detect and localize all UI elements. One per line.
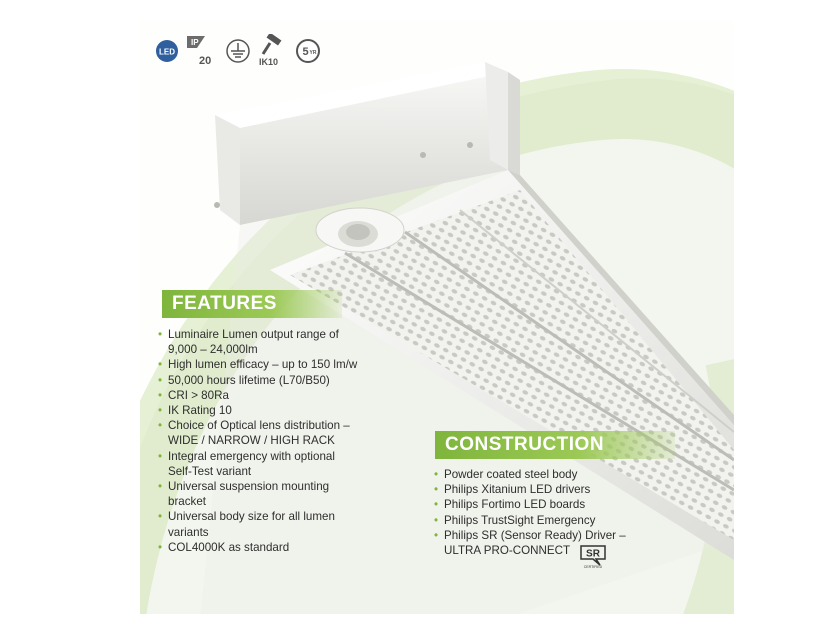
feature-item	[158, 509, 403, 539]
construction-text: Powder coated steel body	[444, 468, 578, 481]
feature-text: IK Rating 10	[168, 404, 232, 418]
led-icon-text: LED	[159, 47, 175, 56]
earth-ground-icon	[225, 38, 251, 69]
construction-text: Philips Xitanium LED drivers	[444, 483, 591, 497]
feature-text: Universal body size for all lumen	[168, 510, 335, 524]
feature-item	[158, 357, 403, 372]
construction-item	[434, 513, 684, 528]
feature-item	[158, 327, 403, 357]
product-sheet	[140, 20, 734, 614]
ip-label: IP	[191, 37, 199, 47]
feature-text-cont: bracket	[168, 495, 207, 509]
construction-item	[434, 467, 684, 482]
feature-item	[158, 418, 403, 448]
feature-text-cont: WIDE / NARROW / HIGH RACK	[168, 434, 335, 448]
feature-item	[158, 403, 403, 418]
warranty-years: 5	[302, 45, 309, 58]
construction-text: Philips SR (Sensor Ready) Driver –	[444, 528, 626, 542]
feature-item	[158, 479, 403, 509]
ik-value: IK10	[259, 56, 279, 67]
feature-text: 50,000 hours lifetime (L70/B50)	[168, 373, 330, 387]
feature-text: COL4000K as standard	[168, 540, 290, 554]
construction-item	[434, 497, 684, 512]
warranty-icon	[295, 38, 321, 69]
feature-text-cont: Self-Test variant	[168, 464, 252, 478]
feature-text: Choice of Optical lens distribution –	[168, 419, 350, 433]
construction-item	[434, 482, 684, 497]
sr-caption: CERTIFIED	[583, 565, 603, 569]
certification-icons	[155, 33, 321, 73]
feature-text-cont: 9,000 – 24,000lm	[168, 343, 258, 357]
sr-certified-logo	[578, 543, 608, 574]
feature-text: Integral emergency with optional	[168, 449, 335, 463]
features-list	[158, 327, 403, 555]
feature-item	[158, 540, 403, 555]
construction-text: Philips Fortimo LED boards	[444, 498, 586, 512]
warranty-unit: YR	[309, 49, 317, 56]
feature-item	[158, 388, 403, 403]
ip-rating-icon	[185, 34, 219, 73]
feature-text: Luminaire Lumen output range of	[168, 328, 339, 341]
ip-value: 20	[199, 54, 212, 67]
sr-mark: SR	[586, 548, 600, 560]
feature-item	[158, 373, 403, 388]
feature-item	[158, 449, 403, 479]
feature-text: CRI > 80Ra	[168, 388, 229, 402]
feature-text-cont: variants	[168, 525, 209, 539]
features-heading: FEATURES	[162, 290, 342, 318]
construction-heading: CONSTRUCTION	[435, 431, 675, 459]
led-icon	[155, 39, 179, 68]
construction-item	[434, 528, 684, 558]
feature-text: Universal suspension mounting	[168, 480, 330, 494]
construction-text-cont: ULTRA PRO-CONNECT	[444, 544, 571, 558]
construction-list	[434, 467, 684, 558]
ik-hammer-icon	[257, 34, 289, 73]
construction-text: Philips TrustSight Emergency	[444, 513, 596, 527]
feature-text: High lumen efficacy – up to 150 lm/w	[168, 358, 358, 372]
